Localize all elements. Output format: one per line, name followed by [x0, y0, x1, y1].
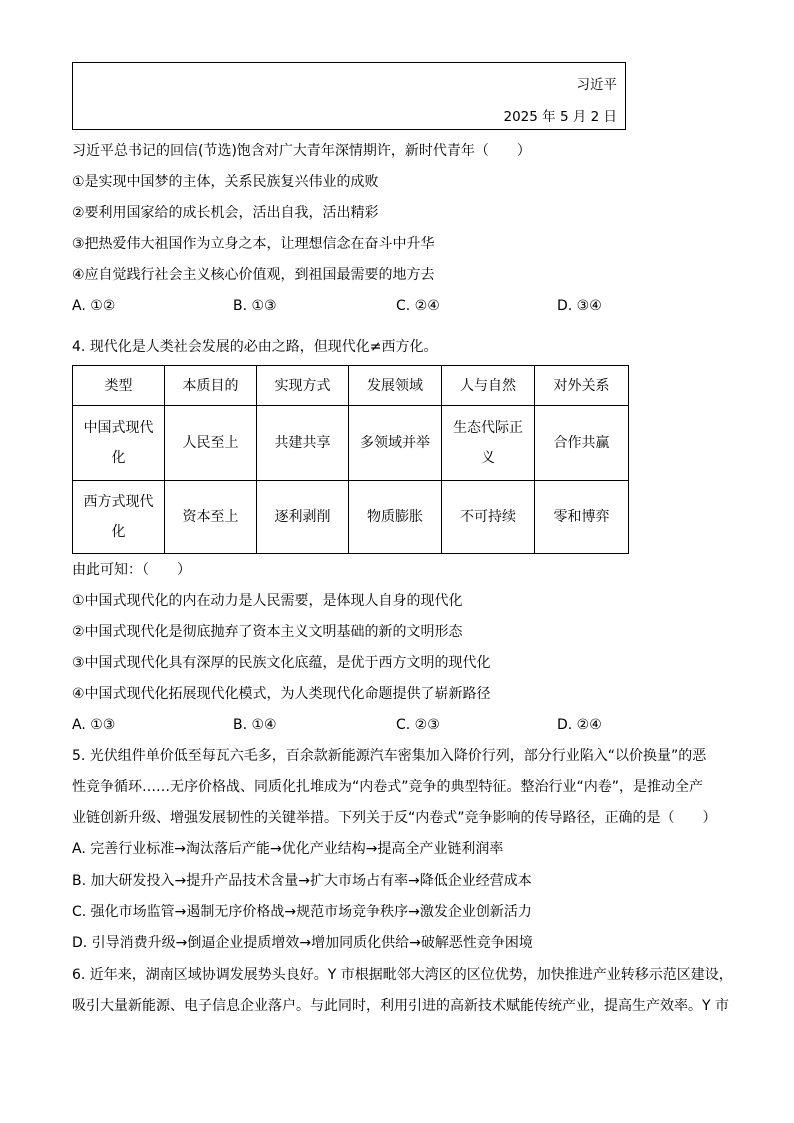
table-cell: 零和博弈 — [535, 481, 629, 554]
table-cell: 资本至上 — [165, 481, 257, 554]
q3-statement-4: ④应自觉践行社会主义核心价值观，到祖国最需要的地方去 — [72, 267, 435, 283]
table-cell: 合作共赢 — [535, 406, 629, 481]
table-row — [73, 481, 629, 554]
q4-statement-2: ②中国式现代化是彻底抛弃了资本主义文明基础的新的文明形态 — [72, 624, 463, 640]
table-header: 人与自然 — [442, 366, 535, 406]
q4-statement-4: ④中国式现代化拓展现代化模式，为人类现代化命题提供了崭新路径 — [72, 686, 491, 702]
table-cell: 中国式现代化 — [73, 406, 165, 481]
q3-stem: 习近平总书记的回信(节选)饱含对广大青年深情期许，新时代青年（ ） — [72, 143, 531, 159]
table-header: 类型 — [73, 366, 165, 406]
q4-option-c[interactable]: C. ②③ — [396, 717, 440, 733]
q5-option-c[interactable]: C. 强化市场监管→遏制无序价格战→规范市场竞争秩序→激发企业创新活力 — [72, 904, 532, 920]
q4-option-b[interactable]: B. ①④ — [233, 717, 277, 733]
table-cell: 人民至上 — [165, 406, 257, 481]
q5-stem-line-1: 5. 光伏组件单价低至每瓦六毛多，百余款新能源汽车密集加入降价行列，部分行业陷入“以价换量”的恶 — [72, 748, 707, 764]
q3-statement-3: ③把热爱伟大祖国作为立身之本，让理想信念在奋斗中升华 — [72, 236, 435, 252]
q5-option-b[interactable]: B. 加大研发投入→提升产品技术含量→扩大市场占有率→降低企业经营成本 — [72, 873, 532, 889]
table-cell: 共建共享 — [257, 406, 349, 481]
q4-option-d[interactable]: D. ②④ — [557, 717, 602, 733]
q3-statement-2: ②要利用国家给的成长机会，活出自我，活出精彩 — [72, 205, 379, 221]
q3-option-b[interactable]: B. ①③ — [233, 298, 277, 314]
table-header: 本质目的 — [165, 366, 257, 406]
comparison-table — [72, 365, 629, 554]
q3-option-d[interactable]: D. ③④ — [557, 298, 602, 314]
q5-stem-line-3: 业链创新升级、增强发展韧性的关键举措。下列关于反“内卷式”竞争影响的传导路径，正确的是（ ） — [72, 810, 717, 826]
q4-stem: 4. 现代化是人类社会发展的必由之路，但现代化≠西方化。 — [72, 339, 438, 355]
q4-statement-3: ③中国式现代化具有深厚的民族文化底蕴，是优于西方文明的现代化 — [72, 655, 491, 671]
table-cell: 物质膨胀 — [349, 481, 442, 554]
q4-option-a[interactable]: A. ①③ — [72, 717, 116, 733]
table-cell: 逐利剥削 — [257, 481, 349, 554]
q3-statement-1: ①是实现中国梦的主体，关系民族复兴伟业的成败 — [72, 174, 379, 190]
table-cell: 多领域并举 — [349, 406, 442, 481]
letter-date: 2025 年 5 月 2 日 — [503, 109, 617, 125]
q6-stem-line-1: 6. 近年来，湖南区域协调发展势头良好。Y 市根据毗邻大湾区的区位优势，加快推进产业转移示范区建设， — [72, 967, 733, 983]
q4-statement-1: ①中国式现代化的内在动力是人民需要，是体现人自身的现代化 — [72, 593, 463, 609]
table-cell: 生态代际正义 — [442, 406, 535, 481]
table-header: 发展领域 — [349, 366, 442, 406]
table-header: 对外关系 — [535, 366, 629, 406]
table-header: 实现方式 — [257, 366, 349, 406]
table-cell: 不可持续 — [442, 481, 535, 554]
q6-stem-line-2: 吸引大量新能源、电子信息企业落户。与此同时，利用引进的高新技术赋能传统产业，提高生产效率。Y 市 — [72, 998, 729, 1014]
q5-stem-line-2: 性竞争循环……无序价格战、同质化扎堆成为“内卷式”竞争的典型特征。整治行业“内卷”，是推动全产 — [72, 779, 704, 795]
table-header-row — [73, 366, 629, 406]
letter-signature: 习近平 — [576, 77, 617, 93]
q3-option-c[interactable]: C. ②④ — [396, 298, 440, 314]
q4-lead: 由此可知：（ ） — [72, 562, 191, 578]
table-cell: 西方式现代化 — [73, 481, 165, 554]
table-row — [73, 406, 629, 481]
q3-option-a[interactable]: A. ①② — [72, 298, 116, 314]
q5-option-d[interactable]: D. 引导消费升级→倒逼企业提质增效→增加同质化供给→破解恶性竞争困境 — [72, 935, 533, 951]
letter-signature-box — [72, 62, 626, 130]
q5-option-a[interactable]: A. 完善行业标准→淘汰落后产能→优化产业结构→提高全产业链利润率 — [72, 841, 504, 857]
